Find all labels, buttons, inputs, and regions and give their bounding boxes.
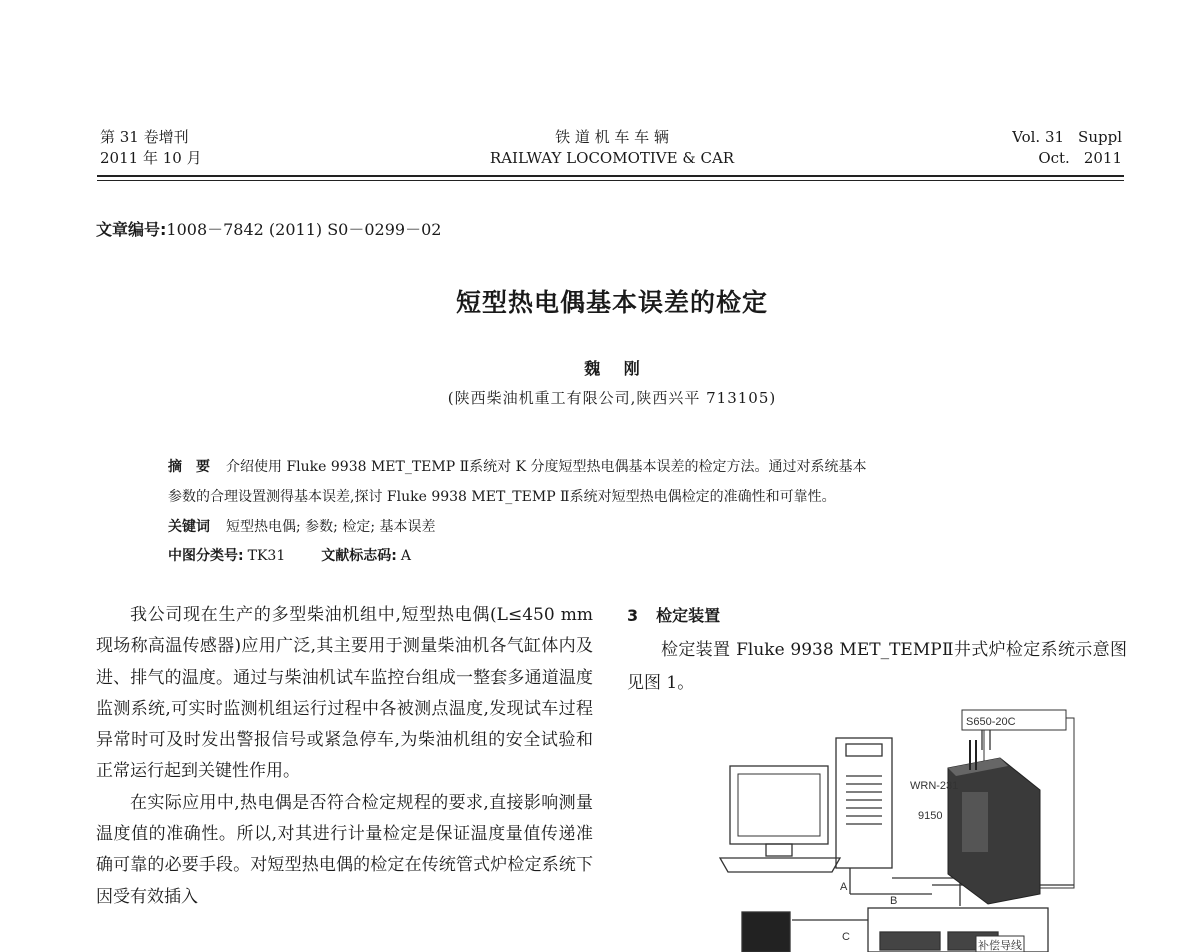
article-number [96, 217, 441, 240]
clc-label: 中图分类号: [168, 548, 244, 564]
date-cn: 2011 年 10 月 [100, 149, 202, 167]
label-9150: 9150 [918, 810, 943, 822]
body-left-column [96, 600, 593, 913]
header-rule-thin [97, 180, 1124, 181]
abstract [168, 452, 1068, 512]
author: 魏 刚 [584, 359, 640, 378]
label-compensation-wire: 补偿导线 [978, 940, 1022, 952]
paragraph-apparatus: 检定装置 Fluke 9938 MET_TEMPⅡ井式炉检定系统示意图见图 1。 [627, 640, 1127, 693]
month-en: Oct. [1038, 149, 1070, 167]
label-c: C [842, 931, 850, 943]
keywords-text: 短型热电偶; 参数; 检定; 基本误差 [226, 519, 436, 535]
well-furnace-icon [948, 758, 1040, 904]
body-right-column [627, 634, 1127, 700]
year-en: 2011 [1083, 149, 1122, 167]
label-wrn: WRN-231 [910, 780, 959, 792]
article-number-value: 1008－7842 (2011) S0－0299－02 [166, 220, 442, 239]
doc-code-label: 文献标志码: [321, 548, 397, 564]
multimeter-icon [742, 912, 790, 952]
section-number: 3 [627, 606, 639, 625]
section-title: 检定装置 [656, 606, 721, 625]
header-rule-thick [97, 175, 1124, 177]
keywords-label: 关键词 [168, 519, 210, 535]
label-a: A [840, 881, 848, 893]
abstract-label: 摘 要 [168, 459, 210, 475]
volume-issue-cn: 第 31 卷增刊 [100, 128, 189, 146]
abstract-line-2: 参数的合理设置测得基本误差,探讨 Fluke 9938 MET_TEMP Ⅱ系统对短型热电偶检定的准确性和可靠性。 [168, 489, 836, 505]
keywords [168, 512, 1068, 542]
label-b: B [890, 895, 898, 907]
journal-issue-info-en [1012, 127, 1122, 169]
journal-name-en: RAILWAY LOCOMOTIVE & CAR [489, 149, 735, 167]
computer-tower-icon [836, 738, 892, 868]
volume-en: Vol. 31 [1012, 128, 1065, 146]
keyboard-icon [720, 858, 840, 872]
doc-code-value: A [400, 548, 411, 564]
paragraph-intro: 我公司现在生产的多型柴油机组中,短型热电偶(L≤450 mm 现场称高温传感器)应用广泛,其主要用于测量柴油机各气缸体内及进、排气的温度。通过与柴油机试车监控台组成一整套多通道温度监测系统,可实时监测机组运行过程中各被测点温度,发现试车过程异常时可及时发出警报信号或紧急停车,为柴油机组的安全试验和正常运行起到关键性作用。 [96, 605, 593, 782]
suppl-en: Suppl [1078, 128, 1122, 146]
figure-calibration-system [700, 700, 1120, 952]
label-s650: S650-20C [966, 716, 1016, 728]
section-heading [627, 603, 720, 626]
journal-name-cn: 铁 道 机 车 车 辆 [555, 128, 669, 146]
paper-title: 短型热电偶基本误差的检定 [455, 288, 768, 317]
article-number-label: 文章编号: [96, 220, 167, 239]
paragraph-application: 在实际应用中,热电偶是否符合检定规程的要求,直接影响测量温度值的准确性。所以,对其进行计量检定是保证温度量值传递准确可靠的必要手段。对短型热电偶的检定在传统管式炉检定系统下因受有效插入 [96, 792, 593, 907]
clc-value: TK31 [247, 548, 286, 564]
abstract-line-1: 介绍使用 Fluke 9938 MET_TEMP Ⅱ系统对 K 分度短型热电偶基本误差的检定方法。通过对系统基本 [226, 459, 867, 475]
monitor-icon [730, 766, 828, 844]
affiliation: (陕西柴油机重工有限公司,陕西兴平 713105) [447, 389, 777, 407]
classification [168, 541, 1068, 571]
